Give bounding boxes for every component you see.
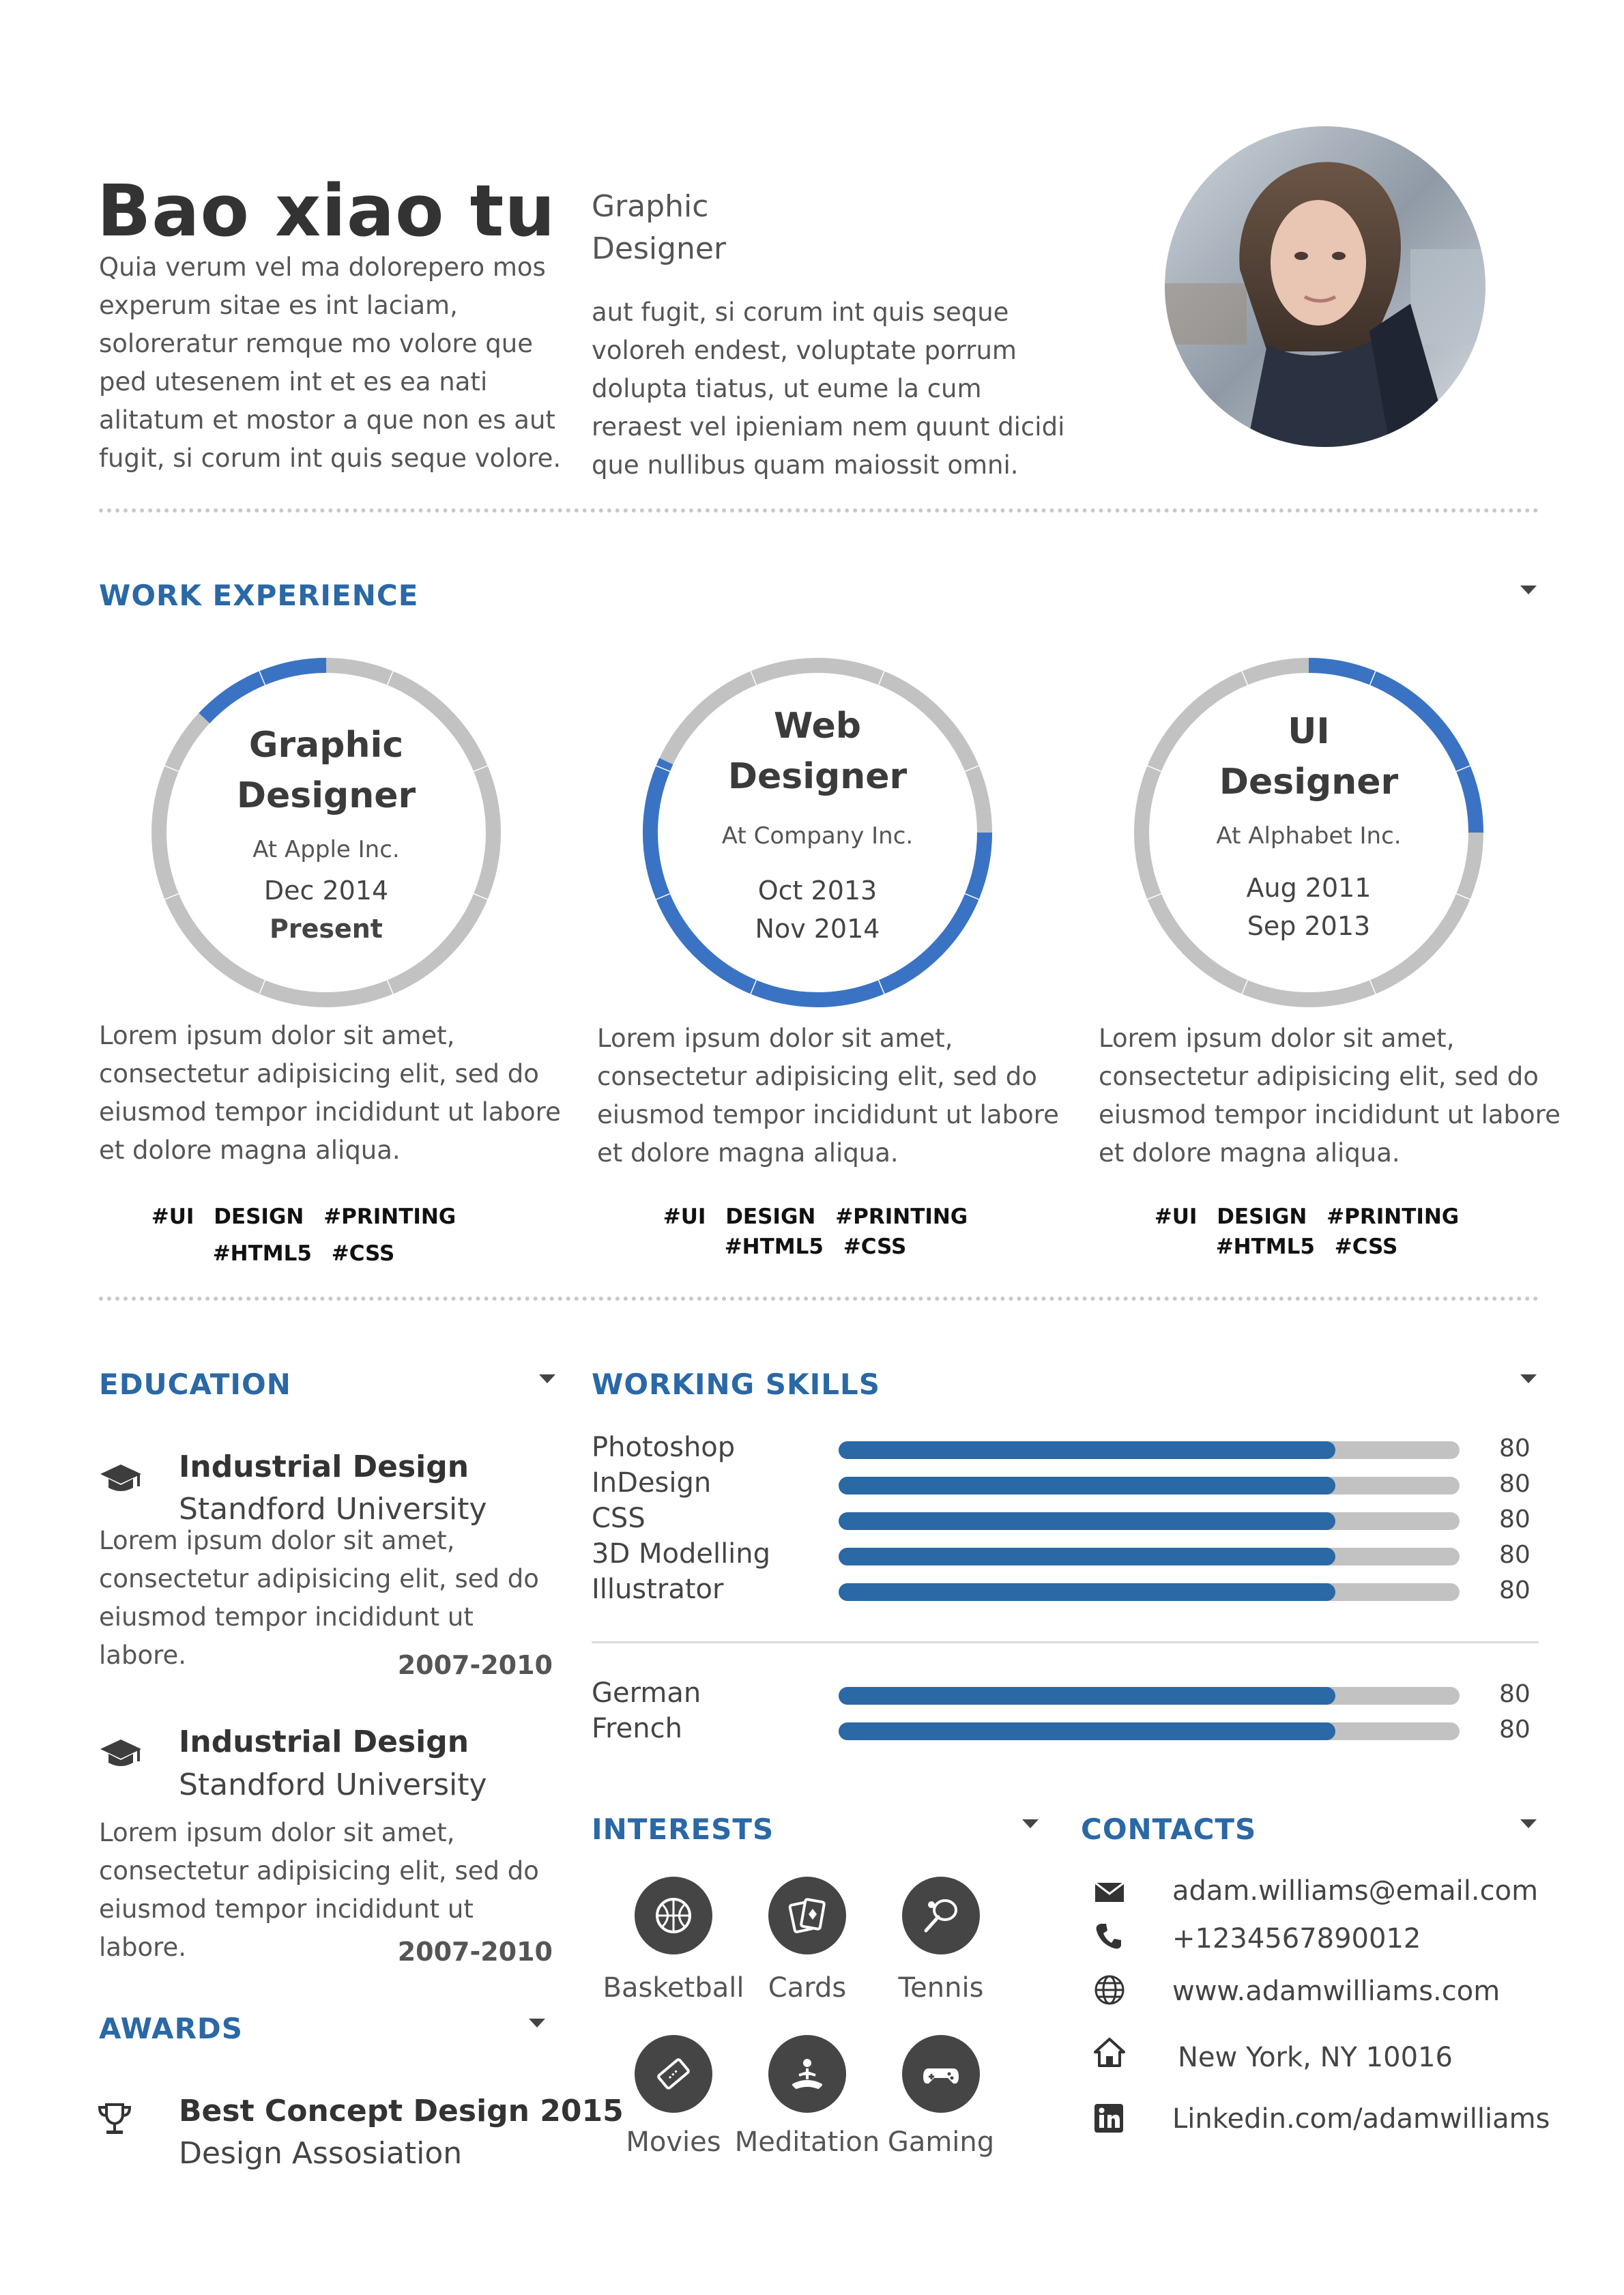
skill-value: 80 <box>1499 1505 1531 1533</box>
skill-value: 80 <box>1499 1680 1531 1708</box>
skill-bar-track <box>839 1512 1460 1530</box>
skill-bar-fill <box>839 1583 1335 1601</box>
skill-value: 80 <box>1499 1576 1531 1604</box>
interest-label: Cards <box>768 1972 847 2004</box>
education-heading: EDUCATION <box>99 1368 291 1401</box>
skill-label: Illustrator <box>592 1574 724 1605</box>
job-title: Designer <box>727 756 908 797</box>
job-title-line1: Graphic <box>592 189 709 224</box>
interest-label: Tennis <box>898 1972 984 2004</box>
caret-down-icon[interactable] <box>1520 586 1537 594</box>
job-title: Designer <box>236 775 416 816</box>
job-ring-3 <box>1128 652 1490 1013</box>
edu-degree: Industrial Design <box>179 1724 469 1759</box>
skills-list <box>592 1432 1540 1609</box>
skill-bar-fill <box>839 1687 1335 1705</box>
graduation-cap-icon <box>99 1462 143 1501</box>
job-title: Web <box>774 706 861 747</box>
edu-description: Lorem ipsum dolor sit amet, consectetur adipisicing elit, sed do eiusmod tempor incididunt ut labore. <box>99 1526 539 1670</box>
caret-down-icon[interactable] <box>1520 1374 1537 1383</box>
job-date-from: Aug 2011 <box>1246 873 1372 903</box>
meditation-icon <box>768 2035 846 2113</box>
languages-list <box>592 1677 1540 1748</box>
intro-right: aut fugit, si corum int quis seque voloreh endest, voluptate porrum dolupta tiatus, ut eume la cum reraest vel ipieniam nem quunt dicidi que nullibus quam maiossit omni. <box>592 298 1065 480</box>
job-description: Lorem ipsum dolor sit amet, consectetur adipisicing elit, sed do eiusmod tempor incididunt ut labore et dolore magna aliqua. <box>99 1021 561 1165</box>
skill-bar-track <box>839 1583 1460 1601</box>
interests-heading: INTERESTS <box>592 1813 774 1846</box>
resume-name: Bao xiao tu <box>97 169 556 252</box>
job-date-from: Oct 2013 <box>757 876 878 906</box>
skill-row <box>592 1574 1540 1609</box>
contact-linkedin[interactable]: Linkedin.com/adamwilliams <box>1172 2103 1550 2135</box>
skill-bar-fill <box>839 1512 1335 1530</box>
interest-label: Movies <box>626 2126 721 2158</box>
skill-row <box>592 1467 1540 1503</box>
skill-bar-track <box>839 1548 1460 1565</box>
profile-photo <box>1165 126 1485 447</box>
skill-row <box>592 1677 1540 1713</box>
caret-down-icon[interactable] <box>1022 1819 1039 1828</box>
contact-address: New York, NY 10016 <box>1178 2042 1453 2073</box>
job-tags: #HTML5 #CSS <box>212 1241 395 1266</box>
contact-phone[interactable]: +1234567890012 <box>1172 1923 1421 1954</box>
job-company: At Company Inc. <box>721 822 914 850</box>
skill-label: 3D Modelling <box>592 1538 771 1570</box>
skill-label: InDesign <box>592 1467 712 1499</box>
gamepad-icon <box>902 2035 980 2113</box>
job-title-line2: Designer <box>592 231 727 266</box>
caret-down-icon[interactable] <box>1520 1819 1537 1828</box>
job-date-to: Present <box>270 914 383 944</box>
home-icon <box>1094 2037 1125 2070</box>
trophy-icon <box>97 2102 132 2141</box>
edu-years: 2007-2010 <box>397 1650 553 1680</box>
skill-label: CSS <box>592 1503 646 1534</box>
job-title: Designer <box>1219 762 1399 803</box>
intro-left: Quia verum vel ma dolorepero mos experum sitae es int laciam, soloreratur remque mo volore que ped utesenem int et es ea nati alitatum et mostor a que non es aut fugit, si corum int quis seque volore. <box>99 252 562 473</box>
globe-icon <box>1094 1974 1125 2009</box>
interest-label: Gaming <box>887 2126 995 2158</box>
contact-website[interactable]: www.adamwilliams.com <box>1172 1976 1500 2007</box>
job-company: At Apple Inc. <box>252 836 400 863</box>
skill-bar-track <box>839 1722 1460 1740</box>
skill-value: 80 <box>1499 1434 1531 1462</box>
skill-row <box>592 1713 1540 1748</box>
skill-bar-fill <box>839 1477 1335 1495</box>
edu-school: Standford University <box>179 1492 487 1527</box>
skills-divider <box>592 1641 1539 1643</box>
skill-row <box>592 1432 1540 1467</box>
basketball-icon <box>635 1877 712 1954</box>
contact-email[interactable]: adam.williams@email.com <box>1172 1875 1539 1907</box>
working-skills-heading: WORKING SKILLS <box>592 1368 880 1401</box>
job-date-to: Nov 2014 <box>755 914 880 944</box>
job-tags: #UI DESIGN #PRINTING <box>1154 1204 1460 1229</box>
edu-years: 2007-2010 <box>397 1937 553 1967</box>
skill-label: French <box>592 1713 682 1744</box>
edu-degree: Industrial Design <box>179 1449 469 1484</box>
skill-bar-fill <box>839 1722 1335 1740</box>
job-description: Lorem ipsum dolor sit amet, consectetur adipisicing elit, sed do eiusmod tempor incididunt ut labore et dolore magna aliqua. <box>1099 1024 1561 1168</box>
job-company: At Alphabet Inc. <box>1216 822 1402 850</box>
skill-bar-track <box>839 1477 1460 1495</box>
job-title: Graphic <box>248 725 404 766</box>
ring-progress-arc <box>145 652 507 1013</box>
envelope-icon <box>1094 1881 1125 1907</box>
job-title: UI <box>1288 711 1330 752</box>
interest-label: Meditation <box>734 2126 880 2158</box>
tennis-icon <box>902 1877 980 1954</box>
job-date-to: Sep 2013 <box>1247 911 1371 941</box>
job-date-from: Dec 2014 <box>263 876 389 906</box>
divider-dotted <box>99 508 1539 513</box>
interest-label: Basketball <box>603 1972 744 2004</box>
job-tags: #HTML5 #CSS <box>724 1235 907 1259</box>
award-org: Design Assosiation <box>179 2136 463 2171</box>
skill-bar-track <box>839 1687 1460 1705</box>
caret-down-icon[interactable] <box>539 1374 555 1383</box>
job-ring-1 <box>145 652 507 1013</box>
job-ring-2 <box>637 652 998 1013</box>
caret-down-icon[interactable] <box>529 2019 545 2027</box>
award-title: Best Concept Design 2015 <box>179 2094 624 2128</box>
skill-bar-track <box>839 1441 1460 1459</box>
skill-row <box>592 1503 1540 1538</box>
awards-heading: AWARDS <box>99 2012 244 2045</box>
skill-label: Photoshop <box>592 1432 736 1463</box>
edu-school: Standford University <box>179 1767 487 1802</box>
skill-label: German <box>592 1677 701 1709</box>
skill-row <box>592 1538 1540 1574</box>
divider-dotted <box>99 1297 1539 1301</box>
contacts-heading: CONTACTS <box>1081 1813 1257 1846</box>
graduation-cap-icon <box>99 1737 143 1776</box>
movie-ticket-icon <box>635 2035 712 2113</box>
job-description: Lorem ipsum dolor sit amet, consectetur adipisicing elit, sed do eiusmod tempor incididunt ut labore et dolore magna aliqua. <box>597 1024 1059 1168</box>
skill-bar-fill <box>839 1548 1335 1565</box>
skill-value: 80 <box>1499 1541 1531 1569</box>
skill-value: 80 <box>1499 1470 1531 1498</box>
phone-icon <box>1094 1921 1124 1954</box>
work-experience-heading: WORK EXPERIENCE <box>99 579 419 612</box>
job-tags: #UI DESIGN #PRINTING <box>151 1204 456 1229</box>
linkedin-icon <box>1094 2103 1124 2137</box>
edu-description: Lorem ipsum dolor sit amet, consectetur adipisicing elit, sed do eiusmod tempor incididunt ut labore. <box>99 1818 539 1962</box>
cards-icon <box>768 1877 846 1954</box>
skill-value: 80 <box>1499 1716 1531 1744</box>
skill-bar-fill <box>839 1441 1335 1459</box>
job-tags: #UI DESIGN #PRINTING <box>663 1204 968 1229</box>
job-tags: #HTML5 #CSS <box>1215 1235 1398 1259</box>
